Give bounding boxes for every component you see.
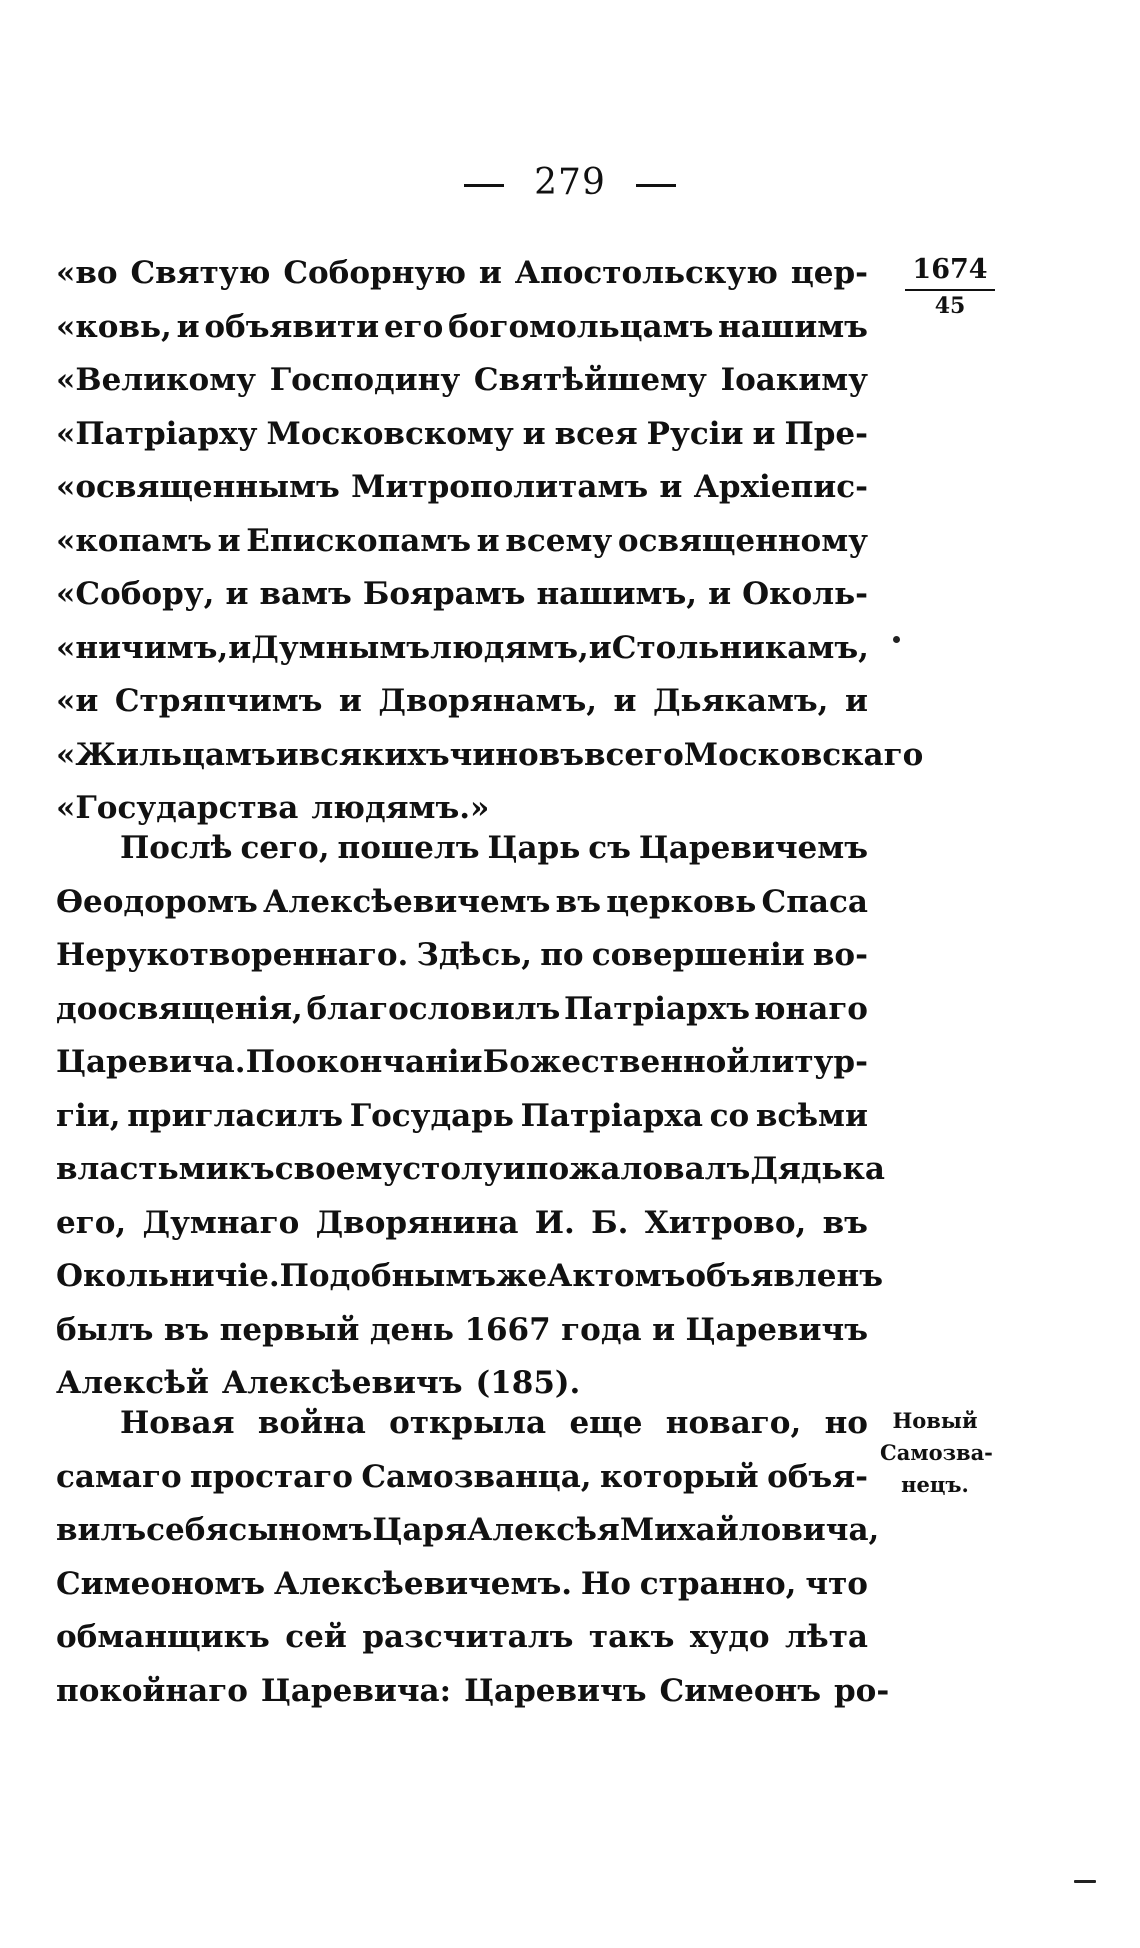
text-line: Алексѣй Алексѣевичъ (185). [56,1365,581,1401]
text-line: обманщикъ сей разсчиталъ такъ худо лѣта [56,1619,868,1655]
text-line: самаго простаго Самозванца, который объя- [56,1458,868,1495]
paragraph-2 [56,822,885,1411]
text-line: покойнаго Царевича: Царевичъ Симеонъ ро- [56,1672,890,1709]
text-line: вилъ себя сыномъ Царя Алексѣя Михайловича, [56,1512,880,1548]
text-line: «Великому Господину Святѣйшему Іоакиму [56,362,868,398]
header-right-dash [636,184,676,187]
margin-year-note [905,254,995,319]
margin-topic-note [880,1405,993,1501]
scan-speck [1074,1880,1096,1883]
text-line: «и Стряпчимъ и Дворянамъ, и Дьякамъ, и [56,683,868,719]
text-line: былъ въ первый день 1667 года и Царевичъ [56,1311,868,1348]
text-line: «Жильцамъ и всякихъ чиновъ всего Московскаго [56,736,924,773]
paragraph-1 [56,247,924,836]
text-line: «Собору, и вамъ Боярамъ нашимъ, и Околь- [56,576,868,612]
page-header [0,162,1140,203]
text-line: Окольничіе. Подобнымъ же Актомъ объявленъ [56,1258,883,1294]
paragraph-3 [56,1397,890,1718]
text-line: Нерукотвореннаго. Здѣсь, по совершеніи во- [56,937,868,973]
text-line: «копамъ и Епископамъ и всему освященному [56,522,868,559]
margin-number: 45 [934,293,966,319]
text-line: доосвященія, благословилъ Патріархъ юнаго [56,990,868,1027]
text-line: «освященнымъ Митрополитамъ и Архіепис- [56,469,868,505]
margin-topic-line: Самозва- [880,1440,993,1465]
margin-topic-line: Новый [892,1408,978,1433]
text-line: «ничимъ, и Думнымъ людямъ, и Стольникамъ, [56,629,869,666]
text-line: его, Думнаго Дворянина И. Б. Хитрово, въ [56,1204,868,1241]
margin-year: 1674 [905,254,995,291]
header-left-dash [464,184,504,187]
margin-topic-line: нецъ. [901,1472,969,1497]
text-line: «Государства людямъ.» [56,790,490,826]
text-line: гіи, пригласилъ Государь Патріарха со всѣми [56,1097,868,1134]
text-line: Ѳеодоромъ Алексѣевичемъ въ церковь Спаса [56,883,868,920]
text-line: «Патріарху Московскому и всея Русіи и Пре- [56,415,868,452]
text-line: Новая война открыла еще новаго, но [120,1405,868,1441]
page-number: 279 [534,162,606,203]
text-line: «ковь, и объявити его богомольцамъ нашимъ [56,308,868,345]
text-line: Царевича. По окончаніи Божественной литур- [56,1044,868,1080]
text-line: властьми къ своему столу и пожаловалъ Дядька [56,1151,885,1187]
text-line: Послѣ сего, пошелъ Царь съ Царевичемъ [120,830,868,866]
text-line: Симеономъ Алексѣевичемъ. Но странно, что [56,1565,868,1602]
scan-speck [893,636,900,643]
text-line: «во Святую Соборную и Апостольскую цер- [56,255,868,291]
